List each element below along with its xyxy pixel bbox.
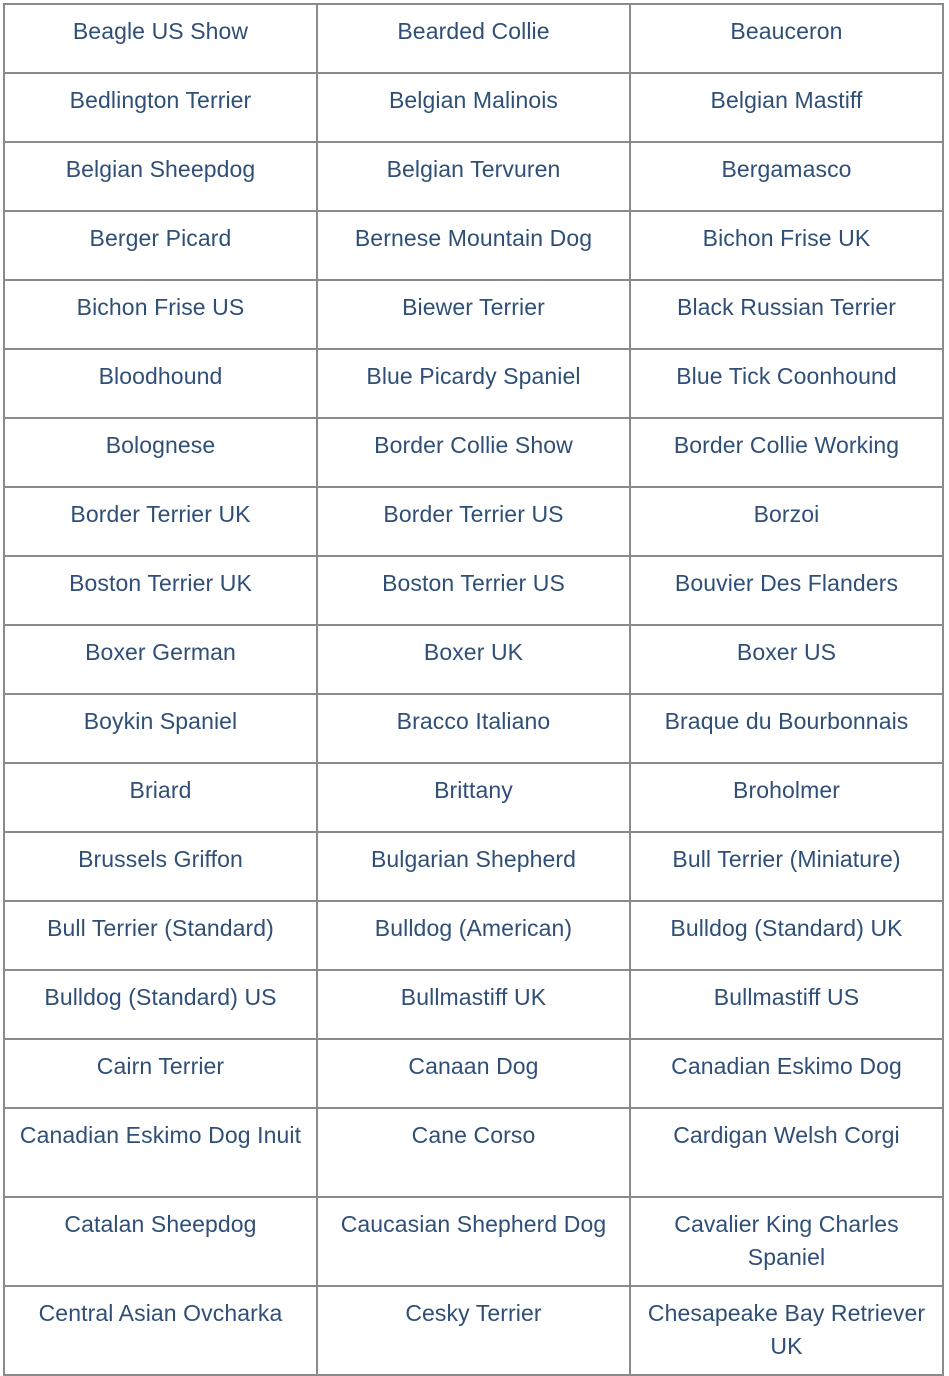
table-row — [4, 1286, 943, 1375]
table-cell — [317, 901, 630, 970]
breed-name: Borzoi — [753, 501, 820, 527]
breed-name: Broholmer — [733, 777, 840, 803]
breed-name: Blue Picardy Spaniel — [366, 363, 581, 389]
table-row — [4, 556, 943, 625]
table-cell — [317, 832, 630, 901]
breed-name: Beauceron — [730, 18, 843, 44]
table-row — [4, 73, 943, 142]
table-cell — [317, 1197, 630, 1286]
table-cell — [317, 487, 630, 556]
table-cell — [630, 1286, 943, 1375]
breed-name: Boxer UK — [423, 639, 524, 665]
breed-name: Brittany — [434, 777, 513, 803]
breed-name: Bulldog (Standard) US — [44, 984, 277, 1010]
table-cell — [630, 73, 943, 142]
breed-name: Bearded Collie — [397, 18, 550, 44]
table-row — [4, 970, 943, 1039]
table-cell — [317, 556, 630, 625]
table-cell — [630, 1039, 943, 1108]
table-row — [4, 625, 943, 694]
table-cell — [317, 763, 630, 832]
table-cell — [4, 349, 317, 418]
table-row — [4, 832, 943, 901]
breed-name: Boykin Spaniel — [83, 708, 238, 734]
breed-name: Bulldog (Standard) UK — [670, 915, 903, 941]
breed-name: Bergamasco — [721, 156, 852, 182]
breed-name: Bedlington Terrier — [69, 87, 252, 113]
breed-name: Canadian Eskimo Dog Inuit — [19, 1122, 302, 1148]
table-cell — [4, 1286, 317, 1375]
table-row — [4, 4, 943, 73]
breed-name: Central Asian Ovcharka — [38, 1300, 283, 1326]
breed-name: Berger Picard — [89, 225, 232, 251]
breed-name: Braque du Bourbonnais — [664, 708, 909, 734]
breed-name: Bouvier Des Flanders — [674, 570, 899, 596]
breed-name: Bullmastiff UK — [400, 984, 547, 1010]
breed-name: Bull Terrier (Standard) — [47, 915, 274, 941]
table-row — [4, 211, 943, 280]
table-cell — [317, 1108, 630, 1197]
breed-name: Border Terrier US — [383, 501, 564, 527]
breed-name: Boston Terrier UK — [69, 570, 252, 596]
table-cell — [4, 694, 317, 763]
table-cell — [317, 349, 630, 418]
table-row — [4, 349, 943, 418]
table-cell — [4, 625, 317, 694]
table-cell — [317, 211, 630, 280]
table-cell — [317, 142, 630, 211]
table-row — [4, 1039, 943, 1108]
breed-table — [3, 3, 944, 1376]
table-cell — [4, 487, 317, 556]
table-cell — [4, 73, 317, 142]
breed-name: Bichon Frise US — [76, 294, 245, 320]
breed-name: Cardigan Welsh Corgi — [673, 1122, 900, 1148]
table-cell — [4, 1197, 317, 1286]
breed-name: Bulldog (American) — [374, 915, 573, 941]
breed-name: Brussels Griffon — [78, 846, 243, 872]
breed-name: Cesky Terrier — [405, 1300, 542, 1326]
breed-name: Biewer Terrier — [402, 294, 545, 320]
breed-name: Canaan Dog — [408, 1053, 539, 1079]
breed-name: Cairn Terrier — [96, 1053, 225, 1079]
table-cell — [4, 4, 317, 73]
breed-name: Belgian Mastiff — [710, 87, 863, 113]
breed-name: Boxer US — [736, 639, 837, 665]
table-cell — [317, 4, 630, 73]
breed-name: Briard — [129, 777, 192, 803]
table-cell — [4, 1039, 317, 1108]
table-cell — [630, 211, 943, 280]
table-cell — [317, 970, 630, 1039]
table-cell — [4, 832, 317, 901]
breed-name: Bolognese — [105, 432, 216, 458]
table-cell — [630, 832, 943, 901]
table-cell — [4, 901, 317, 970]
breed-name: Beagle US Show — [72, 18, 249, 44]
table-cell — [630, 970, 943, 1039]
breed-name: Border Terrier UK — [70, 501, 251, 527]
table-row — [4, 1197, 943, 1286]
breed-name: Caucasian Shepherd Dog — [340, 1211, 607, 1237]
breed-name: Catalan Sheepdog — [64, 1211, 257, 1237]
breed-name: Boxer German — [85, 639, 236, 665]
breed-name: Bullmastiff US — [713, 984, 860, 1010]
breed-name: Bracco Italiano — [396, 708, 551, 734]
breed-name: Bichon Frise UK — [702, 225, 871, 251]
breed-name: Bernese Mountain Dog — [354, 225, 593, 251]
breed-name: Bull Terrier (Miniature) — [672, 846, 901, 872]
table-cell — [630, 349, 943, 418]
breed-name: Border Collie Working — [673, 432, 900, 458]
breed-name: Belgian Malinois — [388, 87, 559, 113]
table-cell — [630, 763, 943, 832]
breed-name: Cavalier King Charles Spaniel — [674, 1211, 899, 1270]
breed-name: Boston Terrier US — [382, 570, 565, 596]
table-row — [4, 142, 943, 211]
table-cell — [317, 1039, 630, 1108]
breed-name: Chesapeake Bay Retriever UK — [647, 1300, 926, 1359]
table-cell — [630, 487, 943, 556]
table-cell — [630, 625, 943, 694]
breed-name: Blue Tick Coonhound — [676, 363, 897, 389]
breed-name: Cane Corso — [411, 1122, 536, 1148]
table-cell — [317, 418, 630, 487]
table-cell — [4, 763, 317, 832]
breed-name: Belgian Sheepdog — [65, 156, 256, 182]
table-row — [4, 487, 943, 556]
table-row — [4, 763, 943, 832]
breed-name: Bulgarian Shepherd — [370, 846, 577, 872]
table-cell — [630, 901, 943, 970]
table-cell — [630, 4, 943, 73]
breed-name: Black Russian Terrier — [677, 294, 896, 320]
table-cell — [317, 625, 630, 694]
breed-name: Bloodhound — [98, 363, 223, 389]
table-cell — [4, 280, 317, 349]
table-cell — [4, 556, 317, 625]
table-cell — [4, 970, 317, 1039]
breed-name: Belgian Tervuren — [386, 156, 561, 182]
table-cell — [317, 694, 630, 763]
table-cell — [317, 73, 630, 142]
table-cell — [317, 280, 630, 349]
table-cell — [630, 280, 943, 349]
table-row — [4, 418, 943, 487]
table-cell — [630, 1197, 943, 1286]
table-cell — [630, 694, 943, 763]
table-row — [4, 901, 943, 970]
table-cell — [630, 556, 943, 625]
table-cell — [630, 418, 943, 487]
table-cell — [4, 142, 317, 211]
table-cell — [630, 1108, 943, 1197]
breed-name: Canadian Eskimo Dog — [671, 1053, 902, 1079]
table-cell — [4, 1108, 317, 1197]
table-cell — [630, 142, 943, 211]
table-row — [4, 694, 943, 763]
table-row — [4, 1108, 943, 1197]
breed-name: Border Collie Show — [374, 432, 573, 458]
table-cell — [317, 1286, 630, 1375]
table-cell — [4, 211, 317, 280]
table-cell — [4, 418, 317, 487]
table-row — [4, 280, 943, 349]
